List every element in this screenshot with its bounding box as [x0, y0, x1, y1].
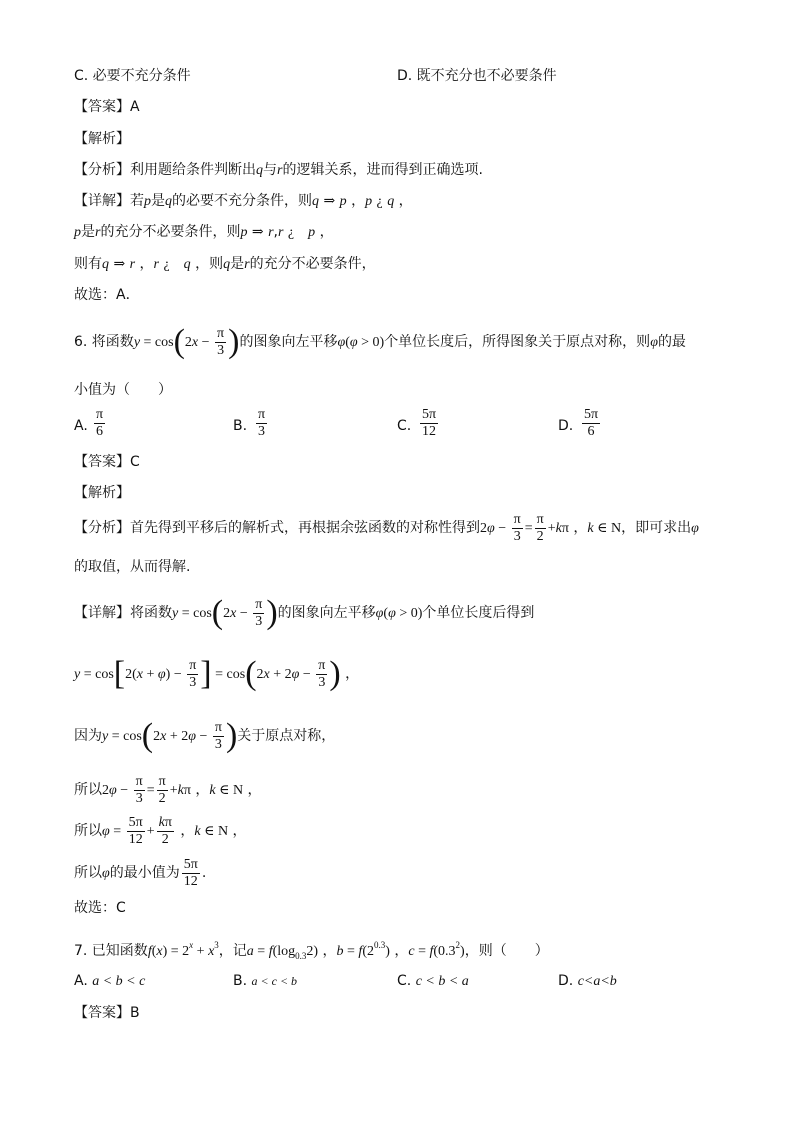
- q7-answer-row: [74, 1003, 140, 1023]
- q6-option-a: A.: [74, 418, 88, 434]
- answer-row: [74, 97, 140, 117]
- summary-text-c: 的逻辑关系，进而得到正确选项.: [282, 162, 483, 178]
- detail-text: ，则: [195, 256, 224, 272]
- summary-text-b: 与: [263, 162, 277, 178]
- detail-text: 的充分不必要条件，: [249, 256, 376, 272]
- frac: $\frac{\pi}{3}$: [217, 325, 225, 358]
- q7-option-d: D. c<a<b: [558, 973, 617, 989]
- q6-option-d: D.: [558, 418, 574, 434]
- q6-answer-row: [74, 452, 140, 472]
- summary-text-b: ，即可求出: [621, 520, 692, 536]
- answer-label: 【答案】: [74, 99, 130, 115]
- detail-text: 的必要不充分条件，则: [172, 193, 312, 209]
- detail-text: 是: [81, 224, 95, 240]
- detail-line-1: 【详解】若p是q的必要不充分条件，则q ⇒ p ，p ¿ q ，: [74, 193, 413, 209]
- q6-detail-3: 因为y = cos(2x + 2φ − $\frac{\pi}{3}$ )关于原点对称，: [74, 717, 336, 754]
- q7-stem: 7. 已知函数$f(x) = 2^x + x^3$，记$a = f(\log_{0.3}2)$ ，$b = f(2^{0.3})$ ，$c = f(0.3^2)$，则（ ）: [74, 940, 549, 961]
- q6-option-d-value: $\frac{5\pi}{6}$: [584, 407, 599, 439]
- q7-option-b: B. a < c < b: [233, 973, 298, 989]
- q6-detail-5: 所以φ = $\frac{5\pi}{12}$ + $\frac{k\pi}{2}$ ，k ∈ N ，: [74, 814, 247, 847]
- q7-options: [74, 971, 724, 991]
- q6-stem: 6. 将函数y = cos(2x − $\frac{\pi}{3}$ )的图象向左平移φ(φ > 0)个单位长度后，所得图象关于原点对称，则φ的最: [74, 323, 686, 360]
- analysis-summary: 【分析】利用题给条件判断出q与r的逻辑关系，进而得到正确选项.: [74, 162, 483, 178]
- analysis-heading: 【解析】: [74, 131, 130, 147]
- q6-stem-c: 个单位长度后，所得图象关于原点对称，则: [384, 334, 651, 350]
- q6-analysis-heading: 【解析】: [74, 485, 130, 501]
- q6-option-b-value: $\frac{\pi}{3}$: [258, 407, 266, 439]
- summary-label: 【分析】: [74, 162, 130, 178]
- q6-stem-b: 的图象向左平移: [239, 334, 338, 350]
- summary-label: 【分析】: [74, 520, 130, 536]
- answer-value: C: [130, 454, 140, 470]
- q6-stem-a: 6. 将函数: [74, 334, 134, 350]
- q6-detail-4: 所以2φ − $\frac{\pi}{3}$ = $\frac{\pi}{2}$ +kπ ，k ∈ N ，: [74, 773, 262, 806]
- q6-detail-1: 【详解】将函数y = cos(2x − $\frac{\pi}{3}$ )的图象向左平移φ(φ > 0)个单位长度后得到: [74, 594, 535, 631]
- detail-text: 是: [151, 193, 165, 209]
- detail-label: 【详解】: [74, 193, 130, 209]
- detail-text: 若: [130, 193, 144, 209]
- answer-value: A: [130, 99, 140, 115]
- detail-text: 的充分不必要条件，则: [100, 224, 241, 240]
- summary-text-a: 首先得到平移后的解析式，再根据余弦函数的对称性得到: [130, 520, 480, 536]
- q7-option-c: C. c < b < a: [397, 973, 469, 989]
- q6-stem-d: 的最: [657, 334, 686, 350]
- option-c: C. 必要不充分条件: [74, 68, 191, 84]
- q6-options: [74, 405, 724, 447]
- answer-label: 【答案】: [74, 454, 130, 470]
- answer-value: B: [130, 1005, 140, 1021]
- q6-detail-6: 所以φ的最小值为 $\frac{5\pi}{12}$ .: [74, 856, 207, 889]
- q6-option-c: C.: [397, 418, 412, 434]
- option-d: D. 既不充分也不必要条件: [397, 68, 557, 84]
- summary-text-a: 利用题给条件判断出: [130, 162, 256, 178]
- detail-line-2: p是r的充分不必要条件，则p ⇒ r,r ¿ p ，: [74, 224, 334, 240]
- q6-option-c-value: $\frac{5\pi}{12}$: [422, 407, 437, 439]
- detail-label: 【详解】: [74, 605, 130, 621]
- q6-stem-cont: 小值为（ ）: [74, 382, 172, 398]
- detail-line-3: 则有q ⇒ r ，r ¿ q ，则q是r的充分不必要条件，: [74, 256, 376, 272]
- answer-label: 【答案】: [74, 1005, 130, 1021]
- q6-summary-cont: 的取值，从而得解.: [74, 559, 191, 575]
- choose-line: 故选：A．: [74, 287, 140, 303]
- detail-text: 是: [230, 256, 245, 272]
- q7-option-a: A. a < b < c: [74, 973, 146, 989]
- detail-text: 则有: [74, 256, 102, 272]
- q6-summary: 【分析】首先得到平移后的解析式，再根据余弦函数的对称性得到2φ − $\frac{\pi}{3}$ = $\frac{\pi}{2}$ +kπ ，k ∈ N，即可求出φ: [74, 511, 699, 544]
- q6-choose: 故选：C: [74, 900, 126, 916]
- q6-option-b: B.: [233, 418, 248, 434]
- q6-option-a-value: $\frac{\pi}{6}$: [96, 407, 104, 439]
- q6-detail-2: y = cos[2(x + φ) − $\frac{\pi}{3}$ ] = cos(2x + 2φ − $\frac{\pi}{3}$ ) ，: [74, 655, 360, 692]
